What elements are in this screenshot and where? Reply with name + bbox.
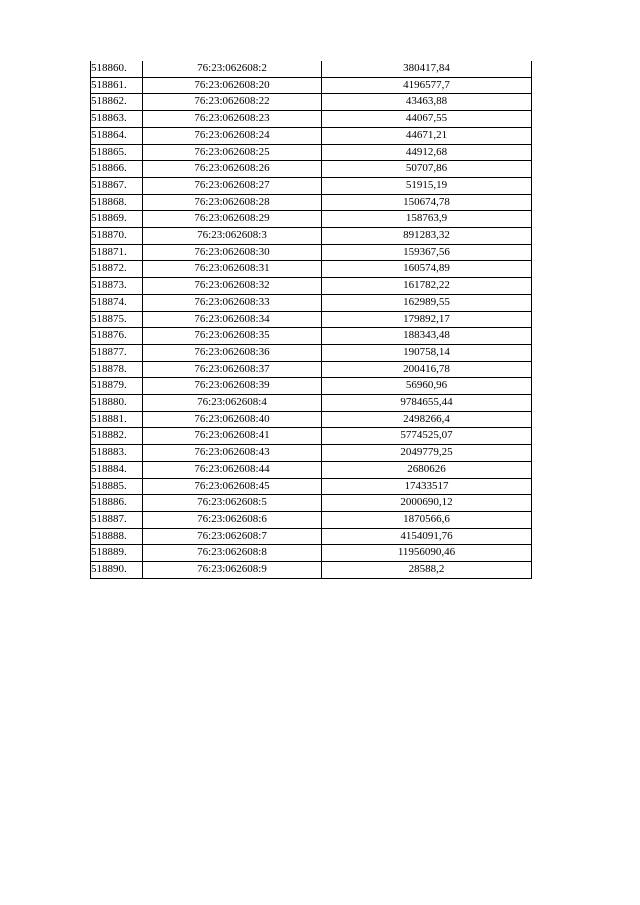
row-number-cell: 518862. <box>91 94 143 111</box>
table-row <box>91 378 532 395</box>
cadastral-number-cell: 76:23:062608:3 <box>143 228 322 245</box>
cadastral-value-cell: 44912,68 <box>322 144 532 161</box>
cadastral-number-cell: 76:23:062608:25 <box>143 144 322 161</box>
table-row <box>91 244 532 261</box>
table-row <box>91 562 532 579</box>
cadastral-number-cell: 76:23:062608:5 <box>143 495 322 512</box>
cadastral-value-cell: 2049779,25 <box>322 445 532 462</box>
cadastral-value-cell: 158763,9 <box>322 211 532 228</box>
table-row <box>91 478 532 495</box>
row-number-cell: 518873. <box>91 278 143 295</box>
table-row <box>91 94 532 111</box>
table-row <box>91 211 532 228</box>
cadastral-number-cell: 76:23:062608:37 <box>143 361 322 378</box>
cadastral-value-cell: 51915,19 <box>322 177 532 194</box>
row-number-cell: 518866. <box>91 161 143 178</box>
cadastral-value-cell: 50707,86 <box>322 161 532 178</box>
cadastral-number-cell: 76:23:062608:24 <box>143 127 322 144</box>
cadastral-number-cell: 76:23:062608:31 <box>143 261 322 278</box>
row-number-cell: 518876. <box>91 328 143 345</box>
row-number-cell: 518880. <box>91 395 143 412</box>
cadastral-number-cell: 76:23:062608:7 <box>143 528 322 545</box>
table-row <box>91 428 532 445</box>
table-row <box>91 545 532 562</box>
cadastral-number-cell: 76:23:062608:27 <box>143 177 322 194</box>
table-row <box>91 344 532 361</box>
row-number-cell: 518889. <box>91 545 143 562</box>
cadastral-number-cell: 76:23:062608:39 <box>143 378 322 395</box>
table-row <box>91 495 532 512</box>
row-number-cell: 518874. <box>91 294 143 311</box>
cadastral-value-cell: 179892,17 <box>322 311 532 328</box>
table-row <box>91 61 532 77</box>
row-number-cell: 518861. <box>91 77 143 94</box>
cadastral-number-cell: 76:23:062608:30 <box>143 244 322 261</box>
row-number-cell: 518877. <box>91 344 143 361</box>
table-row <box>91 77 532 94</box>
cadastral-number-cell: 76:23:062608:43 <box>143 445 322 462</box>
cadastral-value-cell: 44671,21 <box>322 127 532 144</box>
cadastral-number-cell: 76:23:062608:6 <box>143 511 322 528</box>
row-number-cell: 518882. <box>91 428 143 445</box>
row-number-cell: 518888. <box>91 528 143 545</box>
table-row <box>91 361 532 378</box>
table-row <box>91 461 532 478</box>
cadastral-value-cell: 5774525,07 <box>322 428 532 445</box>
row-number-cell: 518886. <box>91 495 143 512</box>
cadastral-number-cell: 76:23:062608:36 <box>143 344 322 361</box>
cadastral-value-cell: 161782,22 <box>322 278 532 295</box>
cadastral-value-cell: 28588,2 <box>322 562 532 579</box>
cadastral-value-cell: 159367,56 <box>322 244 532 261</box>
table-body <box>91 61 532 578</box>
table-row <box>91 177 532 194</box>
table-row <box>91 161 532 178</box>
row-number-cell: 518872. <box>91 261 143 278</box>
table-row <box>91 194 532 211</box>
cadastral-number-cell: 76:23:062608:44 <box>143 461 322 478</box>
cadastral-number-cell: 76:23:062608:2 <box>143 61 322 77</box>
cadastral-number-cell: 76:23:062608:45 <box>143 478 322 495</box>
row-number-cell: 518883. <box>91 445 143 462</box>
row-number-cell: 518870. <box>91 228 143 245</box>
cadastral-number-cell: 76:23:062608:9 <box>143 562 322 579</box>
row-number-cell: 518871. <box>91 244 143 261</box>
cadastral-value-cell: 200416,78 <box>322 361 532 378</box>
cadastral-value-cell: 2680626 <box>322 461 532 478</box>
cadastral-value-cell: 1870566,6 <box>322 511 532 528</box>
row-number-cell: 518864. <box>91 127 143 144</box>
table-row <box>91 127 532 144</box>
cadastral-number-cell: 76:23:062608:34 <box>143 311 322 328</box>
cadastral-value-cell: 188343,48 <box>322 328 532 345</box>
table-row <box>91 311 532 328</box>
row-number-cell: 518860. <box>91 61 143 77</box>
table-row <box>91 261 532 278</box>
cadastral-value-cell: 11956090,46 <box>322 545 532 562</box>
table-row <box>91 228 532 245</box>
cadastral-number-cell: 76:23:062608:26 <box>143 161 322 178</box>
cadastral-number-cell: 76:23:062608:23 <box>143 111 322 128</box>
row-number-cell: 518887. <box>91 511 143 528</box>
table-row <box>91 111 532 128</box>
cadastral-value-cell: 4196577,7 <box>322 77 532 94</box>
row-number-cell: 518881. <box>91 411 143 428</box>
table-row <box>91 511 532 528</box>
cadastral-number-cell: 76:23:062608:35 <box>143 328 322 345</box>
cadastral-value-cell: 44067,55 <box>322 111 532 128</box>
table-row <box>91 528 532 545</box>
cadastral-value-cell: 2498266,4 <box>322 411 532 428</box>
cadastral-value-cell: 891283,32 <box>322 228 532 245</box>
cadastral-number-cell: 76:23:062608:29 <box>143 211 322 228</box>
row-number-cell: 518884. <box>91 461 143 478</box>
cadastral-value-cell: 190758,14 <box>322 344 532 361</box>
row-number-cell: 518875. <box>91 311 143 328</box>
cadastral-value-cell: 150674,78 <box>322 194 532 211</box>
cadastral-value-cell: 43463,88 <box>322 94 532 111</box>
cadastral-value-cell: 380417,84 <box>322 61 532 77</box>
row-number-cell: 518868. <box>91 194 143 211</box>
cadastral-number-cell: 76:23:062608:32 <box>143 278 322 295</box>
cadastral-value-table <box>90 61 532 579</box>
cadastral-value-cell: 162989,55 <box>322 294 532 311</box>
cadastral-value-cell: 4154091,76 <box>322 528 532 545</box>
cadastral-number-cell: 76:23:062608:41 <box>143 428 322 445</box>
cadastral-value-cell: 9784655,44 <box>322 395 532 412</box>
cadastral-number-cell: 76:23:062608:22 <box>143 94 322 111</box>
cadastral-number-cell: 76:23:062608:4 <box>143 395 322 412</box>
table-row <box>91 411 532 428</box>
row-number-cell: 518890. <box>91 562 143 579</box>
row-number-cell: 518885. <box>91 478 143 495</box>
row-number-cell: 518879. <box>91 378 143 395</box>
cadastral-value-cell: 17433517 <box>322 478 532 495</box>
cadastral-number-cell: 76:23:062608:8 <box>143 545 322 562</box>
row-number-cell: 518869. <box>91 211 143 228</box>
row-number-cell: 518865. <box>91 144 143 161</box>
cadastral-number-cell: 76:23:062608:28 <box>143 194 322 211</box>
row-number-cell: 518867. <box>91 177 143 194</box>
cadastral-value-cell: 2000690,12 <box>322 495 532 512</box>
table-row <box>91 445 532 462</box>
row-number-cell: 518863. <box>91 111 143 128</box>
table-row <box>91 278 532 295</box>
row-number-cell: 518878. <box>91 361 143 378</box>
table-row <box>91 395 532 412</box>
cadastral-value-cell: 56960,96 <box>322 378 532 395</box>
cadastral-number-cell: 76:23:062608:33 <box>143 294 322 311</box>
table-row <box>91 328 532 345</box>
table-row <box>91 294 532 311</box>
cadastral-number-cell: 76:23:062608:40 <box>143 411 322 428</box>
cadastral-number-cell: 76:23:062608:20 <box>143 77 322 94</box>
table-row <box>91 144 532 161</box>
cadastral-value-cell: 160574,89 <box>322 261 532 278</box>
